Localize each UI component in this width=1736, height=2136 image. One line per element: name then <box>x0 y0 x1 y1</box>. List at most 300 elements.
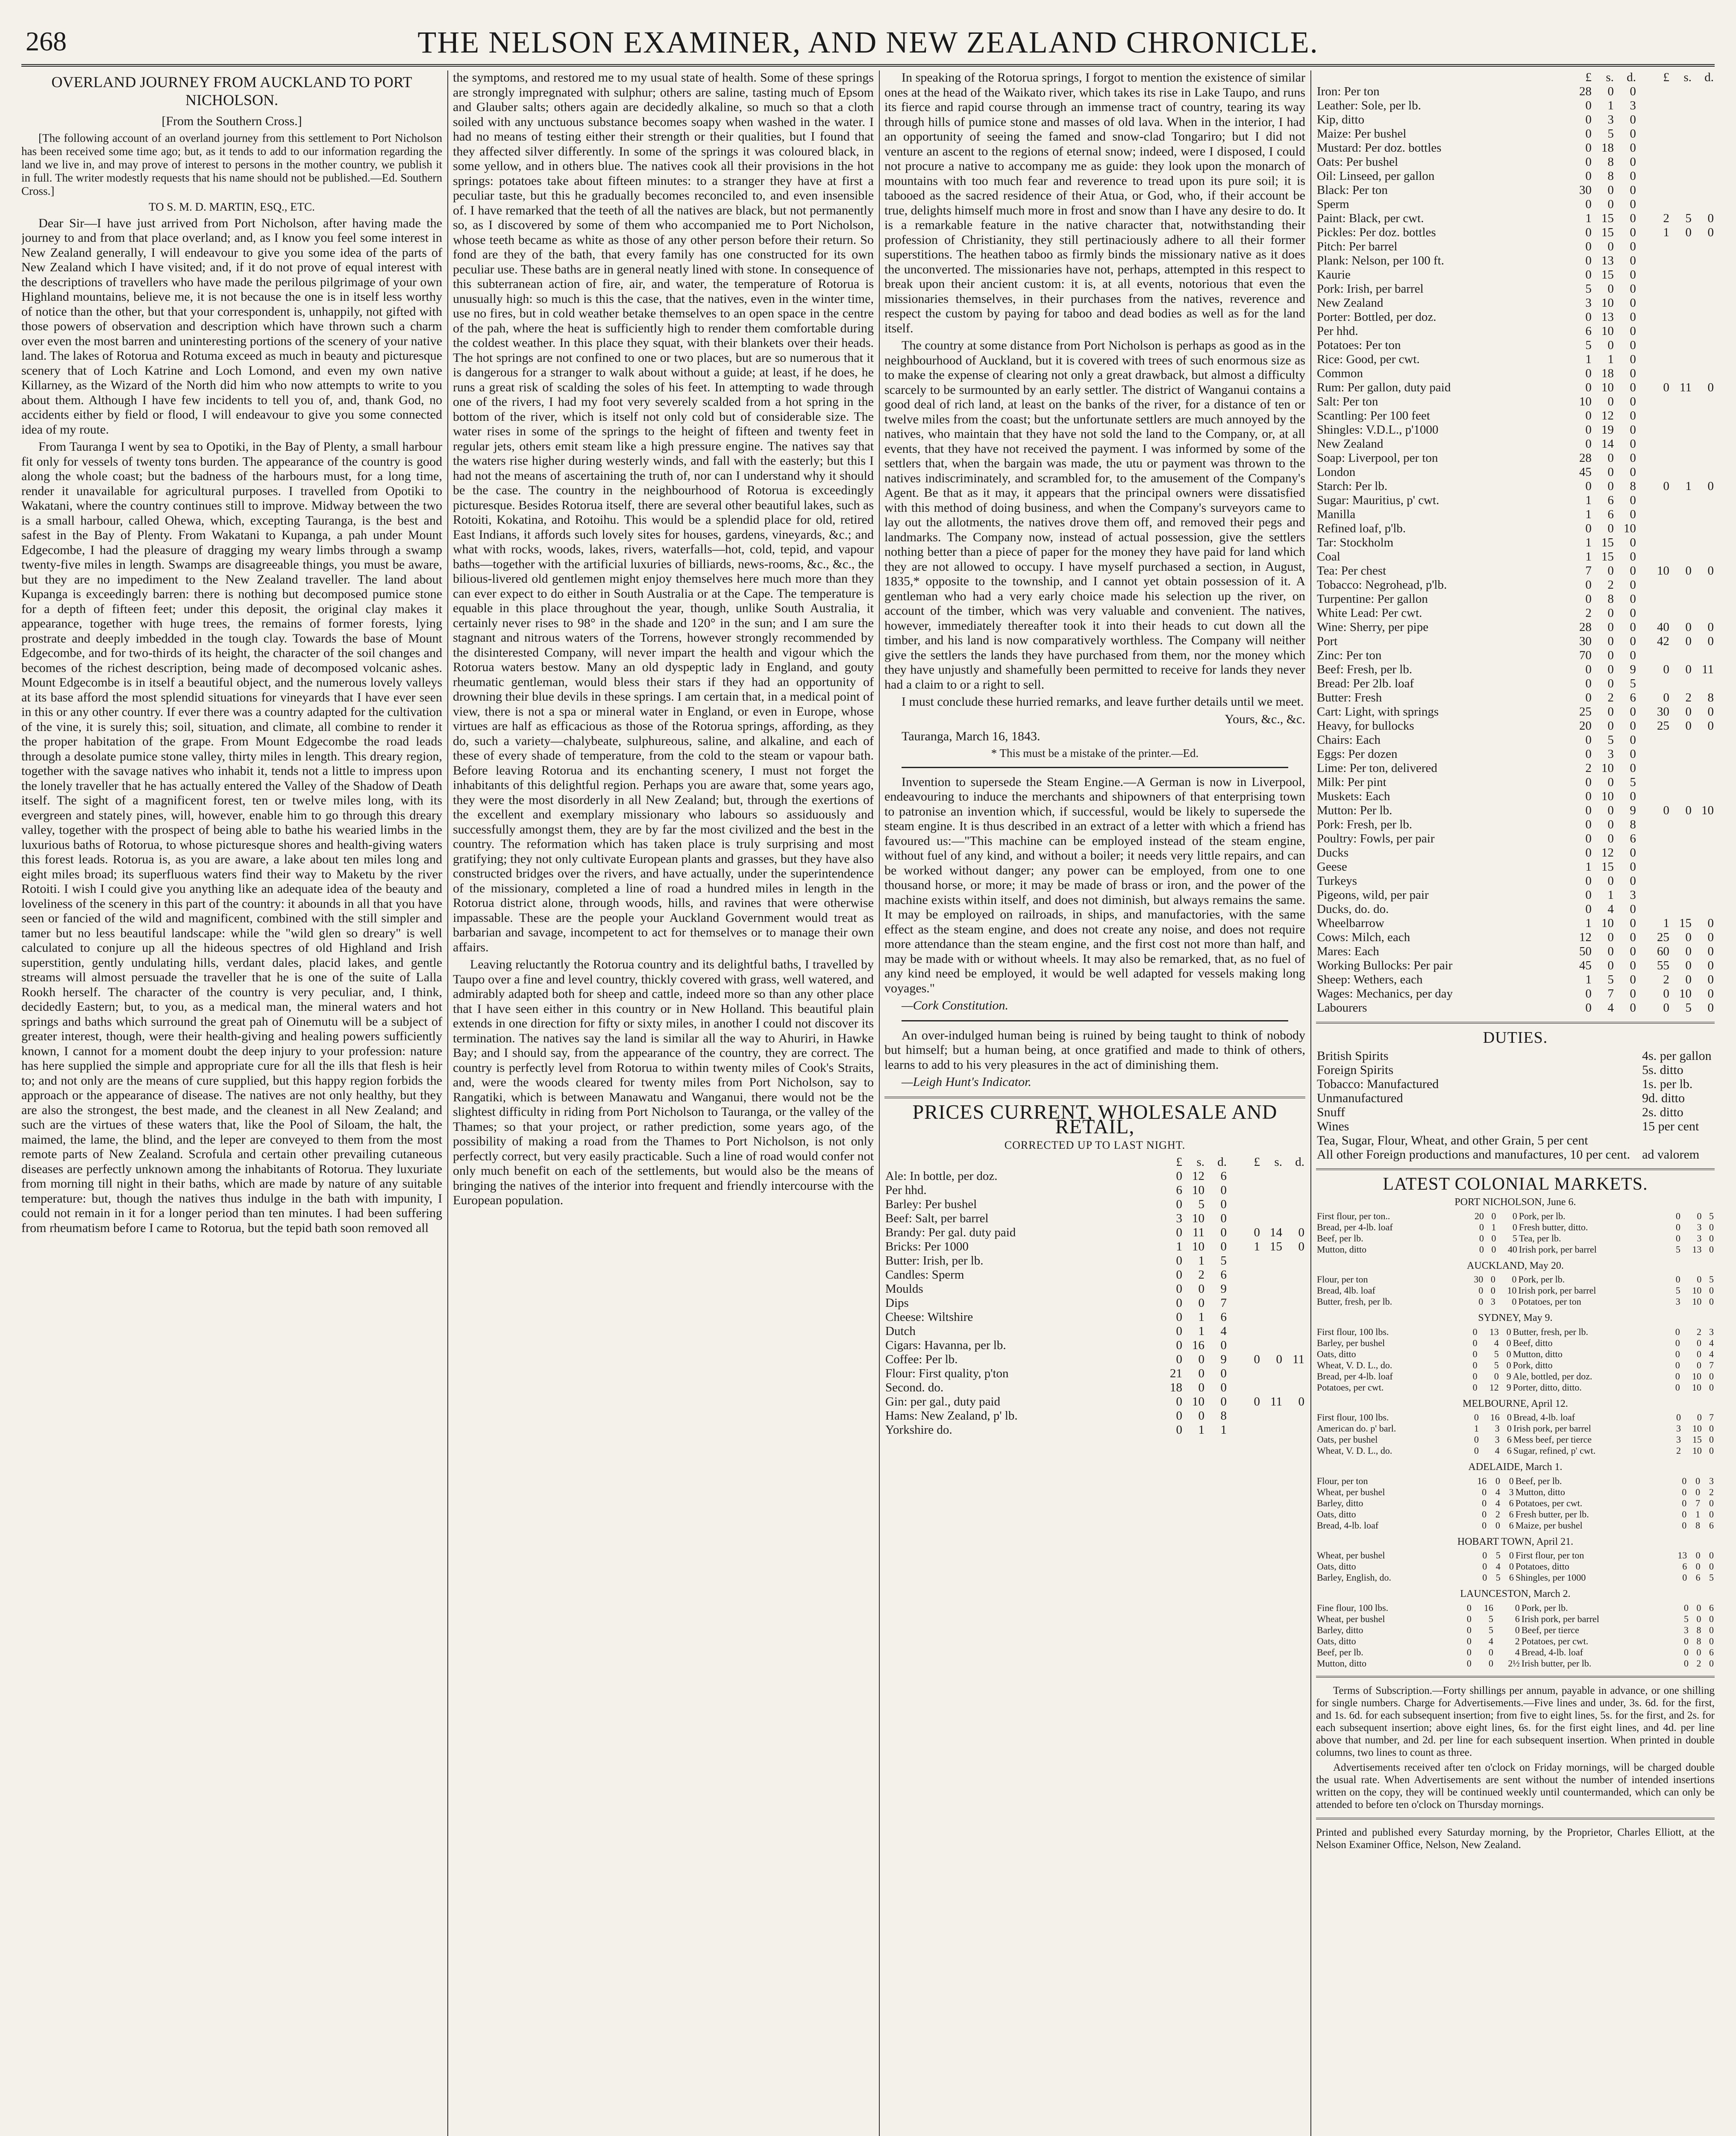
market-cell: Bread, 4lb. loaf <box>1317 1285 1375 1296</box>
price-value <box>1283 1423 1305 1437</box>
terms-text-2: Advertisements received after ten o'clock on Friday mornings, will be charged double the usual rate. When Advertisements are sent without the number of intended insertions written on the copy, they will be continued weekly until countermanded, which can only be attended to before ten o'clock on Thursday mornings. <box>1316 1761 1715 1810</box>
duty-item: Snuff <box>1317 1105 1345 1119</box>
price-item: Dips <box>885 1296 909 1310</box>
price-value: 0 <box>1607 282 1614 296</box>
market-cell: Maize, per bushel <box>1515 1520 1583 1531</box>
price-item: Gin: per gal., duty paid <box>885 1395 1001 1408</box>
market-cell: 2 <box>1676 1445 1681 1456</box>
price-value: 0 <box>1607 451 1614 465</box>
price-value: 0 <box>1176 1282 1182 1296</box>
price-item: Mares: Each <box>1317 945 1379 958</box>
market-cell: Beef, per tierce <box>1521 1624 1579 1635</box>
market-cell: 0 <box>1479 1221 1484 1232</box>
price-value: 0 <box>1607 522 1614 535</box>
price-value <box>1239 1338 1261 1353</box>
price-value: 0 <box>1585 832 1592 845</box>
price-value <box>1283 1282 1305 1296</box>
price-value: 1 <box>1198 1324 1204 1338</box>
price-row <box>884 1240 1305 1254</box>
markets-section <box>1316 1195 1715 1669</box>
market-cell: Wheat, V. D. L., do. <box>1317 1359 1392 1370</box>
price-gap <box>1637 902 1648 916</box>
price-value <box>1648 183 1670 197</box>
price-row <box>1316 620 1715 634</box>
price-item: Ale: In bottle, per doz. <box>885 1169 998 1183</box>
price-value: 0 <box>1630 169 1636 183</box>
price-value: 0 <box>1585 846 1592 860</box>
price-value <box>1692 141 1715 155</box>
price-gap <box>1637 973 1648 987</box>
market-table <box>1316 1550 1715 1583</box>
price-value <box>1670 324 1692 338</box>
market-cell: 0 <box>1709 1232 1714 1244</box>
price-value <box>1670 465 1692 479</box>
price-value: 0 <box>1630 620 1636 634</box>
price-value <box>1670 902 1692 916</box>
price-value: 8 <box>1607 592 1614 606</box>
market-cell: 0 <box>1695 1561 1701 1572</box>
price-value: 0 <box>1176 1423 1182 1437</box>
price-item: Potatoes: Per ton <box>1317 338 1401 352</box>
price-item: Tobacco: Negrohead, p'lb. <box>1317 578 1447 592</box>
price-value: 0 <box>1630 973 1636 986</box>
price-value <box>1239 1324 1261 1338</box>
prices-table-col4 <box>1316 70 1715 1015</box>
price-value: 0 <box>1585 113 1592 126</box>
market-cell: Barley, ditto <box>1317 1624 1363 1635</box>
column-rule <box>447 70 448 2136</box>
addressee: TO S. M. D. MARTIN, ESQ., ETC. <box>149 200 315 213</box>
price-row <box>884 1381 1305 1395</box>
market-cell: 0 <box>1675 1274 1680 1285</box>
price-item: Labourers <box>1317 1001 1367 1015</box>
market-cell: Beef, ditto <box>1513 1337 1553 1348</box>
price-row <box>884 1212 1305 1226</box>
price-gap <box>1637 606 1648 620</box>
invention-source: —Cork Constitution. <box>902 998 1009 1012</box>
price-value: 15 <box>1601 536 1614 549</box>
duty-rate: 5s. ditto <box>1642 1062 1683 1077</box>
market-row <box>1316 1487 1715 1498</box>
price-value: 45 <box>1579 465 1592 479</box>
price-value <box>1648 310 1670 324</box>
price-gap <box>1637 818 1648 832</box>
market-cell: 0 <box>1696 1602 1701 1613</box>
price-value <box>1648 648 1670 663</box>
price-item: Cart: Light, with springs <box>1317 705 1439 719</box>
price-value <box>1648 113 1670 127</box>
price-value: 0 <box>1585 226 1592 239</box>
market-cell: 0 <box>1509 1550 1514 1561</box>
masthead <box>21 17 1715 67</box>
market-heading: MELBOURNE, April 12. <box>1463 1398 1568 1409</box>
price-value <box>1648 324 1670 338</box>
price-value: 0 <box>1585 747 1592 761</box>
market-cell: Potatoes, per ton <box>1518 1296 1581 1307</box>
price-value: 0 <box>1630 310 1636 324</box>
price-value: 5 <box>1685 211 1692 225</box>
market-cell: Beef, per lb. <box>1317 1232 1363 1244</box>
market-cell: 10 <box>1692 1296 1702 1307</box>
price-value: 0 <box>1220 1212 1227 1225</box>
market-cell: 0 <box>1472 1359 1478 1370</box>
market-cell: 2 <box>1696 1326 1701 1337</box>
price-value <box>1261 1169 1283 1183</box>
price-row <box>884 1310 1305 1324</box>
market-cell: Oats, ditto <box>1317 1635 1356 1646</box>
price-row <box>884 1324 1305 1338</box>
price-gap <box>1637 691 1648 705</box>
price-value: 0 <box>1630 197 1636 211</box>
price-item: London <box>1317 465 1356 479</box>
market-cell: 0 <box>1709 1370 1714 1382</box>
price-value: 0 <box>1630 141 1636 155</box>
price-value <box>1692 832 1715 846</box>
price-value <box>1670 888 1692 902</box>
price-value: 0 <box>1585 677 1592 690</box>
price-gap <box>1228 1240 1239 1254</box>
price-value: 0 <box>1685 959 1692 972</box>
price-gap <box>1637 733 1648 747</box>
market-row <box>1316 1360 1715 1371</box>
price-row <box>1316 733 1715 747</box>
price-value: 0 <box>1663 381 1669 394</box>
price-value <box>1239 1367 1261 1381</box>
duties-table <box>1316 1049 1715 1162</box>
price-value <box>1670 183 1692 197</box>
price-value: 0 <box>1607 183 1614 197</box>
market-table <box>1316 1274 1715 1307</box>
price-value: 0 <box>1685 705 1692 719</box>
market-cell: Irish pork, per barrel <box>1518 1285 1596 1296</box>
price-value <box>1692 508 1715 522</box>
price-value: 20 <box>1579 719 1592 733</box>
price-item: Bricks: Per 1000 <box>885 1240 969 1253</box>
price-value: 14 <box>1270 1226 1282 1239</box>
market-cell: 0 <box>1474 1412 1479 1423</box>
market-cell: Butter, fresh, per lb. <box>1317 1296 1392 1307</box>
price-value: 8 <box>1607 155 1614 169</box>
market-row <box>1316 1498 1715 1509</box>
market-cell: 0 <box>1482 1572 1487 1583</box>
price-value: 1 <box>1663 226 1669 239</box>
market-cell: 2½ <box>1508 1658 1520 1669</box>
market-cell: 9 <box>1506 1370 1511 1382</box>
price-value: 0 <box>1707 226 1714 239</box>
price-value <box>1670 789 1692 804</box>
price-value: 7 <box>1585 564 1592 578</box>
price-row <box>1316 493 1715 508</box>
price-value: 1 <box>1585 916 1592 930</box>
market-cell: Bread, per 4-lb. loaf <box>1317 1221 1393 1232</box>
market-cell: 0 <box>1512 1210 1517 1221</box>
price-item: Salt: Per ton <box>1317 395 1378 408</box>
price-value: 6 <box>1607 508 1614 521</box>
market-row <box>1316 1349 1715 1360</box>
market-cell: 0 <box>1506 1359 1511 1370</box>
market-cell: Bread, per 4-lb. loaf <box>1317 1370 1393 1382</box>
price-row <box>1316 226 1715 240</box>
market-cell: Bread, 4-lb. loaf <box>1513 1412 1575 1423</box>
price-gap <box>1228 1324 1239 1338</box>
price-item: Pork: Fresh, per lb. <box>1317 818 1413 831</box>
price-value <box>1692 423 1715 437</box>
price-row <box>1316 987 1715 1001</box>
price-value <box>1670 282 1692 296</box>
market-cell: 0 <box>1482 1561 1487 1572</box>
price-value <box>1239 1169 1261 1183</box>
price-value: 0 <box>1585 789 1592 803</box>
price-value: 2 <box>1663 211 1669 225</box>
price-value: 0 <box>1607 634 1614 648</box>
market-cell: 0 <box>1709 1285 1714 1296</box>
market-cell: 5 <box>1676 1244 1681 1255</box>
market-cell: 0 <box>1472 1382 1478 1393</box>
market-cell: 2 <box>1515 1635 1520 1646</box>
market-cell: Fresh butter, per lb. <box>1515 1508 1589 1520</box>
market-cell: 16 <box>1483 1602 1493 1613</box>
price-value: 0 <box>1630 959 1636 972</box>
price-value: 0 <box>1585 409 1592 423</box>
price-value <box>1692 592 1715 606</box>
price-value: 14 <box>1601 437 1614 451</box>
market-cell: 6 <box>1509 1520 1514 1531</box>
price-gap <box>1637 648 1648 663</box>
price-value: 15 <box>1679 916 1692 930</box>
price-value: 0 <box>1630 437 1636 451</box>
price-value: 0 <box>1630 789 1636 803</box>
price-row <box>1316 254 1715 268</box>
market-cell: 5 <box>1683 1613 1689 1624</box>
price-value: 10 <box>1679 987 1692 1001</box>
price-value: 3 <box>1630 888 1636 902</box>
market-cell: 0 <box>1709 1635 1714 1646</box>
market-cell: Mess beef, per tierce <box>1513 1434 1592 1445</box>
market-cell: 6 <box>1515 1613 1520 1624</box>
duty-row <box>1316 1133 1715 1147</box>
price-value: 0 <box>1630 155 1636 169</box>
market-cell: 13 <box>1677 1550 1687 1561</box>
price-value: 0 <box>1585 367 1592 380</box>
market-cell: 6 <box>1507 1434 1512 1445</box>
price-value: 15 <box>1601 211 1614 225</box>
price-value: 0 <box>1685 804 1692 817</box>
market-cell: Bread, 4-lb. loaf <box>1521 1646 1583 1658</box>
price-item: Scantling: Per 100 feet <box>1317 409 1430 423</box>
price-value <box>1670 99 1692 113</box>
price-item: Mustard: Per doz. bottles <box>1317 141 1442 155</box>
price-value <box>1670 508 1692 522</box>
market-cell: Barley, English, do. <box>1317 1572 1391 1583</box>
price-value: 5 <box>1630 677 1636 690</box>
price-gap <box>1637 113 1648 127</box>
market-cell: 3 <box>1676 1434 1681 1445</box>
market-cell: Oats, ditto <box>1317 1348 1356 1359</box>
price-value <box>1692 846 1715 860</box>
price-value <box>1692 282 1715 296</box>
signoff: Yours, &c., &c. <box>1225 712 1305 726</box>
price-gap <box>1637 226 1648 240</box>
indicator-article: An over-indulged human being is ruined by being taught to think of nobody but himself; but a human being, at once gratified and made to think of others, learns to add to his very pleasures in the act of diminishing them. <box>884 1028 1305 1072</box>
price-value <box>1670 113 1692 127</box>
price-value <box>1283 1381 1305 1395</box>
price-value <box>1648 747 1670 761</box>
market-row <box>1316 1476 1715 1487</box>
price-value: 0 <box>1707 381 1714 394</box>
price-value: 15 <box>1601 226 1614 239</box>
price-value: 1 <box>1198 1254 1204 1268</box>
price-item: Coffee: Per lb. <box>885 1353 958 1366</box>
price-value: 0 <box>1630 733 1636 747</box>
price-gap <box>1637 860 1648 874</box>
price-value <box>1670 367 1692 381</box>
price-value <box>1692 789 1715 804</box>
price-value: 7 <box>1607 987 1614 1001</box>
price-value <box>1648 846 1670 860</box>
price-value <box>1283 1212 1305 1226</box>
price-row <box>1316 85 1715 99</box>
price-value: 0 <box>1630 211 1636 225</box>
price-value <box>1692 874 1715 888</box>
price-value: 30 <box>1579 634 1592 648</box>
market-cell: First flour, 100 lbs. <box>1317 1326 1389 1337</box>
price-gap <box>1637 352 1648 367</box>
price-row <box>1316 536 1715 550</box>
price-value <box>1261 1254 1283 1268</box>
price-gap <box>1637 451 1648 465</box>
price-value: 0 <box>1663 479 1669 493</box>
price-value: 13 <box>1601 310 1614 324</box>
market-cell: First flour, per ton <box>1515 1550 1584 1561</box>
price-value <box>1670 677 1692 691</box>
price-value: 0 <box>1707 930 1714 944</box>
price-row <box>884 1353 1305 1367</box>
price-value: 0 <box>1198 1381 1204 1394</box>
price-value: 10 <box>1601 296 1614 310</box>
market-cell: 0 <box>1491 1232 1496 1244</box>
price-value: 0 <box>1585 1001 1592 1015</box>
price-gap <box>1637 634 1648 648</box>
price-value <box>1692 99 1715 113</box>
price-value: 0 <box>1630 648 1636 662</box>
price-value: 0 <box>1585 310 1592 324</box>
price-value: 2 <box>1663 973 1669 986</box>
price-value <box>1239 1423 1261 1437</box>
market-cell: 0 <box>1676 1221 1681 1232</box>
price-gap <box>1637 85 1648 99</box>
price-gap <box>1637 99 1648 113</box>
market-cell: 0 <box>1696 1613 1701 1624</box>
duty-item: Foreign Spirits <box>1317 1062 1394 1077</box>
price-value: 4 <box>1607 1001 1614 1015</box>
price-value <box>1261 1423 1283 1437</box>
price-value: 10 <box>1601 381 1614 394</box>
price-value: 0 <box>1630 381 1636 394</box>
price-gap <box>1228 1254 1239 1268</box>
price-item: Yorkshire do. <box>885 1423 952 1437</box>
duty-rate: 4s. per gallon <box>1642 1048 1712 1063</box>
market-cell: Irish butter, per lb. <box>1521 1658 1592 1669</box>
price-gap <box>1637 959 1648 973</box>
market-cell: Sugar, refined, p' cwt. <box>1513 1445 1596 1456</box>
price-value <box>1648 352 1670 367</box>
price-row <box>1316 832 1715 846</box>
price-gap <box>1637 945 1648 959</box>
market-cell: 0 <box>1512 1296 1517 1307</box>
price-gap <box>1637 296 1648 310</box>
price-value: 1 <box>1585 508 1592 521</box>
price-row <box>884 1395 1305 1409</box>
price-value <box>1670 254 1692 268</box>
price-value <box>1261 1296 1283 1310</box>
price-value: 0 <box>1254 1353 1260 1366</box>
price-value: 0 <box>1630 451 1636 465</box>
price-value: 1 <box>1585 973 1592 986</box>
price-value: 0 <box>1630 423 1636 437</box>
column-4 <box>1316 70 1715 2136</box>
price-value: 5 <box>1607 733 1614 747</box>
price-value: 0 <box>1607 705 1614 719</box>
price-row <box>1316 197 1715 211</box>
price-gap <box>1228 1183 1239 1197</box>
price-value: 0 <box>1630 860 1636 874</box>
price-item: Soap: Liverpool, per ton <box>1317 451 1438 465</box>
price-row <box>1316 663 1715 677</box>
market-cell: 0 <box>1506 1337 1511 1348</box>
price-value: 18 <box>1170 1381 1182 1394</box>
price-value: 0 <box>1707 634 1714 648</box>
market-cell: 0 <box>1709 1508 1714 1520</box>
price-value <box>1648 127 1670 141</box>
price-value: 0 <box>1176 1268 1182 1282</box>
price-value: 0 <box>1663 804 1669 817</box>
market-cell: 5 <box>1675 1285 1680 1296</box>
price-gap <box>1637 987 1648 1001</box>
market-cell: Irish pork, per barrel <box>1519 1244 1597 1255</box>
market-cell: 3 <box>1490 1296 1495 1307</box>
price-value <box>1670 536 1692 550</box>
price-value: 8 <box>1630 479 1636 493</box>
market-cell: 0 <box>1512 1274 1517 1285</box>
price-value: 0 <box>1254 1395 1260 1408</box>
price-value: 19 <box>1601 423 1614 437</box>
price-item: Manilla <box>1317 508 1356 521</box>
market-cell: 0 <box>1675 1326 1680 1337</box>
price-item: Wheelbarrow <box>1317 916 1384 930</box>
price-row <box>1316 874 1715 888</box>
price-value: 0 <box>1585 169 1592 183</box>
price-value: 0 <box>1663 691 1669 704</box>
price-item: Beef: Fresh, per lb. <box>1317 663 1413 676</box>
price-value: 16 <box>1192 1338 1204 1352</box>
price-gap <box>1637 395 1648 409</box>
price-item: Shingles: V.D.L., p'1000 <box>1317 423 1439 437</box>
price-value: 8 <box>1707 691 1714 704</box>
price-item: Working Bullocks: Per pair <box>1317 959 1453 972</box>
market-cell: 2 <box>1709 1486 1714 1497</box>
price-row <box>1316 479 1715 493</box>
footnote: * This must be a mistake of the printer.—Ed. <box>991 746 1199 760</box>
price-value <box>1648 832 1670 846</box>
price-value: 50 <box>1579 945 1592 958</box>
price-value: 0 <box>1607 395 1614 408</box>
duty-rate: ad valorem <box>1642 1147 1700 1162</box>
price-value: 0 <box>1298 1240 1304 1253</box>
price-value: 1 <box>1585 550 1592 563</box>
price-item: Sugar: Mauritius, p' cwt. <box>1317 493 1439 507</box>
price-value <box>1283 1197 1305 1212</box>
place-date: Tauranga, March 16, 1843. <box>902 729 1040 743</box>
